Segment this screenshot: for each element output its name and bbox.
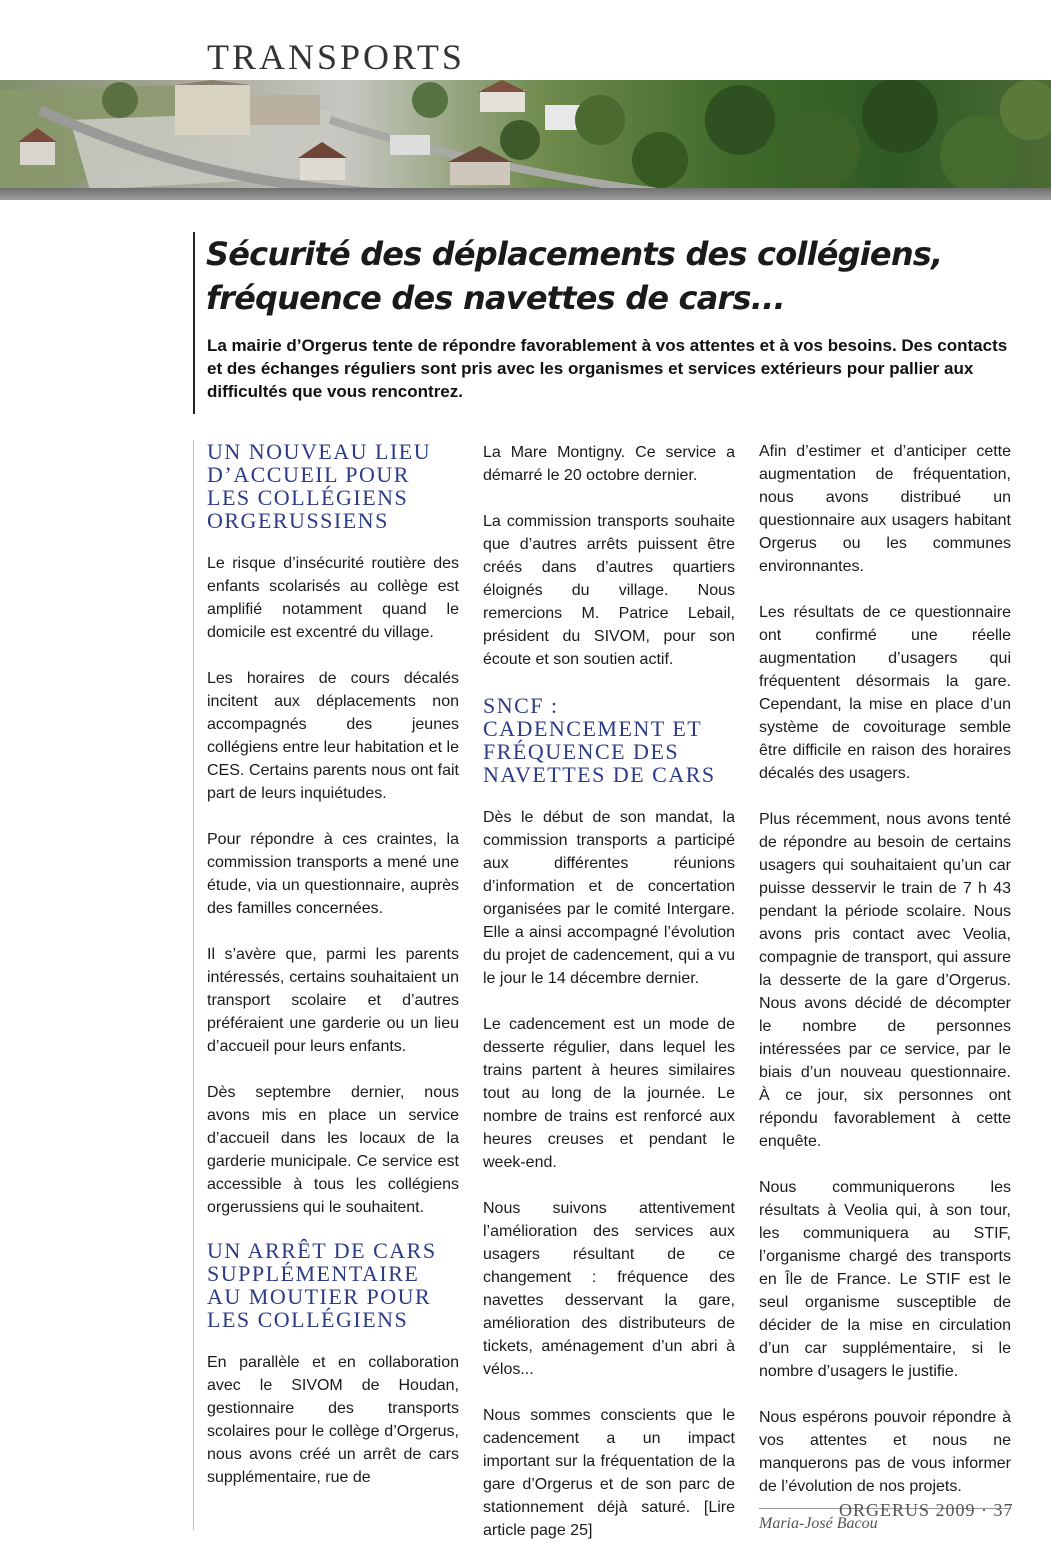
- page-footer: ORGERUS 2009 · 37: [839, 1500, 1014, 1520]
- section-title: TRANSPORTS: [207, 37, 465, 77]
- headline-line-2: fréquence des navettes de cars...: [206, 279, 785, 317]
- aerial-village-photo: [0, 80, 1051, 200]
- paragraph: Nous suivons attentivement l’amélioration des services aux usagers résultant de ce changement : fréquence des navettes desservant la gare, amélioration des distributeurs de tickets, aménagement d’un abri à vélos...: [483, 1200, 735, 1378]
- paragraph: Les horaires de cours décalés incitent aux déplacements non accompagnés des jeunes collégiens entre leur habitation et le CES. Certains parents nous ont fait part de leurs inquiétudes.: [207, 670, 459, 802]
- photo-illustration: [0, 80, 1051, 200]
- column-2: [483, 441, 735, 1565]
- paragraph: La commission transports souhaite que d’autres arrêts puissent être créés dans d’autres quartiers éloignés du village. Nous remercions M. Patrice Lebail, président du SIVOM, pour son écoute et son soutien actif.: [483, 513, 735, 668]
- column-1: [207, 440, 459, 1512]
- paragraph: Dès le début de son mandat, la commission transports a participé aux différentes réunions d’information et de concertation organisées par le comité Intergare. Elle a ainsi accompagné l’évolution du projet de cadencement, qui a vu le jour le 14 décembre dernier.: [483, 809, 735, 987]
- column-3: [759, 440, 1011, 1558]
- subheading-nouveau-lieu: UN NOUVEAU LIEU D’ACCUEIL POUR LES COLLÉGIENS ORGERUSSIENS: [207, 439, 432, 533]
- paragraph: Plus récemment, nous avons tenté de répondre au besoin de certains usagers qui souhaitaient qu’un car puisse desservir le train de 7 h 43 pendant la période scolaire. Nous avons pris contact avec Veolia, compagnie de transport, qui assure la desserte de la gare d’Orgerus. Nous avons décidé de décompter le nombre de personnes intéressées par ce service, par le biais d’un nouveau questionnaire. À ce jour, six personnes ont répondu favorablement à cette enquête.: [759, 811, 1011, 1150]
- paragraph: Dès septembre dernier, nous avons mis en place un service d’accueil dans les locaux de la garderie municipale. Ce service est accessible à tous les collégiens orgerussiens qui le souhaitent.: [207, 1084, 459, 1216]
- paragraph: Afin d’estimer et d’anticiper cette augmentation de fréquentation, nous avons distribué un questionnaire aux usagers habitant Orgerus ou les communes environnantes.: [759, 443, 1011, 575]
- paragraph: Nous espérons pouvoir répondre à vos attentes et nous ne manquerons pas de vous informer de l’évolution de nos projets.: [759, 1409, 1011, 1495]
- paragraph: Le cadencement est un mode de desserte régulier, dans lequel les trains partent à heures similaires tout au long de la journée. Le nombre de trains est renforcé aux heures creuses et pendant le week-end.: [483, 1016, 735, 1171]
- paragraph: Nous communiquerons les résultats à Veolia qui, à son tour, les communiquera au STIF, l’organisme chargé des transports en Île de France. Le STIF est le seul organisme susceptible de décider de la mise en circulation d’un car supplémentaire, si le nombre d’usagers le justifie.: [759, 1179, 1011, 1380]
- paragraph: Il s’avère que, parmi les parents intéressés, certains souhaitaient un transport scolaire et d’autres préféraient une garderie ou un lieu d’accueil pour leurs enfants.: [207, 946, 459, 1055]
- subheading-arret-de-cars: UN ARRÊT DE CARS SUPPLÉMENTAIRE AU MOUTIER POUR LES COLLÉGIENS: [207, 1238, 437, 1332]
- headline-line-1: Sécurité des déplacements des collégiens,: [206, 235, 943, 273]
- author-signature: Maria-José Bacou: [759, 1515, 878, 1532]
- headline-rule: [193, 232, 195, 414]
- paragraph: La Mare Montigny. Ce service a démarré le 20 octobre dernier.: [483, 444, 735, 484]
- paragraph: Le risque d’insécurité routière des enfants scolarisés au collège est amplifié notamment quand le domicile est excentré du village.: [207, 555, 459, 641]
- column-rule: [193, 440, 194, 1530]
- paragraph: Pour répondre à ces craintes, la commission transports a mené une étude, via un questionnaire, auprès des familles concernées.: [207, 831, 459, 917]
- paragraph: Les résultats de ce questionnaire ont confirmé une réelle augmentation d’usagers qui fréquentent désormais la gare. Cependant, la mise en place d’un système de covoiturage semble être difficile en raison des horaires décalés des usagers.: [759, 604, 1011, 782]
- article-lead: La mairie d’Orgerus tente de répondre favorablement à vos attentes et à vos besoins. Des contacts et des échanges réguliers sont pris avec les organismes et services extérieurs pour pallier aux difficultés que vous rencontrez.: [207, 336, 1008, 401]
- article-headline: [206, 232, 1026, 320]
- paragraph: Nous sommes conscients que le cadencement a un impact important sur la fréquentation de la gare d’Orgerus et de son parc de stationnement déjà saturé. [Lire article page 25]: [483, 1407, 735, 1539]
- paragraph: En parallèle et en collaboration avec le SIVOM de Houdan, gestionnaire des transports scolaires pour le collège d’Orgerus, nous avons créé un arrêt de cars supplémentaire, rue de: [207, 1354, 459, 1486]
- subheading-sncf: SNCF : CADENCEMENT ET FRÉQUENCE DES NAVETTES DE CARS: [483, 693, 716, 787]
